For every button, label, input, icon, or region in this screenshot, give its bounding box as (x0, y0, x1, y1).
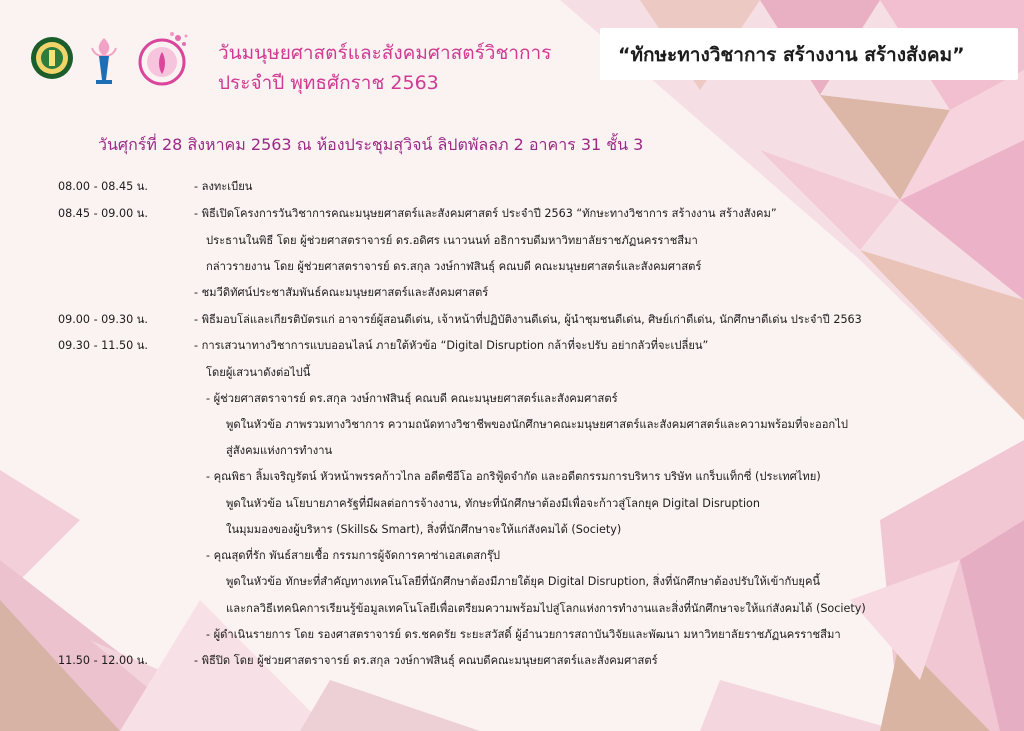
schedule-item: - การเสวนาทางวิชาการแบบออนไลน์ ภายใต้หัวข้อ “Digital Disruption กล้าที่จะปรับ อย่ากลัวที่จะเปลี่ยน” (194, 339, 709, 352)
panelist-detail: และกลวิธีเทคนิคการเรียนรู้ข้อมูลเทคโนโลยีเพื่อเตรียมความพร้อมไปสู่โลกแห่งการทำงานและสิ่งที่นักศึกษาจะให้แก่สังคมได้ (Society) (226, 602, 866, 615)
humanities-day-logo (132, 28, 192, 88)
schedule-detail: ประธานในพิธี โดย ผู้ช่วยศาสตราจารย์ ดร.อดิศร เนาวนนท์ อธิการบดีมหาวิทยาลัยราชภัฏนครราชสีมา (206, 234, 698, 247)
event-title-line2: ประจำปี พุทธศักราช 2563 (218, 72, 439, 94)
schedule-item: - ลงทะเบียน (194, 180, 253, 193)
event-title-line1: วันมนุษยศาสตร์และสังคมศาสตร์วิชาการ (218, 42, 552, 64)
schedule-item: - ชมวีดิทัศน์ประชาสัมพันธ์คณะมนุษยศาสตร์และสังคมศาสตร์ (194, 286, 489, 299)
panelist-detail: ในมุมมองของผู้บริหาร (Skills& Smart), สิ่งที่นักศึกษาจะให้แก่สังคมได้ (Society) (226, 523, 622, 536)
panelist-detail: สู่สังคมแห่งการทำงาน (226, 444, 333, 457)
schedule-item: - พิธีเปิดโครงการวันวิชาการคณะมนุษยศาสตร์และสังคมศาสตร์ ประจำปี 2563 “ทักษะทางวิชาการ สร้างงาน สร้างสังคม” (194, 207, 777, 220)
schedule-time: 08.00 - 08.45 น. (58, 180, 148, 193)
faculty-torch-logo (84, 34, 124, 86)
panelist-item: - ผู้ช่วยศาสตราจารย์ ดร.สกุล วงษ์กาฬสินธุ์ คณบดี คณะมนุษยศาสตร์และสังคมศาสตร์ (206, 392, 618, 405)
schedule-detail: โดยผู้เสวนาดังต่อไปนี้ (206, 366, 311, 379)
date-venue: วันศุกร์ที่ 28 สิงหาคม 2563 ณ ห้องประชุมสุวิจน์ ลิปตพัลลภ 2 อาคาร 31 ชั้น 3 (98, 135, 644, 154)
schedule-time: 09.30 - 11.50 น. (58, 339, 148, 352)
panelist-item: - คุณสุดที่รัก พันธ์สายเชื้อ กรรมการผู้จัดการคาซ่าเอสเตสกรุ๊ป (206, 549, 500, 562)
schedule-time: 09.00 - 09.30 น. (58, 313, 148, 326)
panelist-detail: พูดในหัวข้อ ภาพรวมทางวิชาการ ความถนัดทางวิชาชีพของนักศึกษาคณะมนุษยศาสตร์และสังคมศาสตร์และความพร้อมที่จะออกไป (226, 418, 848, 431)
schedule-detail: กล่าวรายงาน โดย ผู้ช่วยศาสตราจารย์ ดร.สกุล วงษ์กาฬสินธุ์ คณบดี คณะมนุษยศาสตร์และสังคมศาสตร์ (206, 260, 702, 273)
panelist-detail: พูดในหัวข้อ นโยบายภาครัฐที่มีผลต่อการจ้างงาน, ทักษะที่นักศึกษาต้องมีเพื่อจะก้าวสู่โลกยุค Digital Disruption (226, 497, 760, 510)
schedule-item: - พิธีปิด โดย ผู้ช่วยศาสตราจารย์ ดร.สกุล วงษ์กาฬสินธุ์ คณบดีคณะมนุษยศาสตร์และสังคมศาสตร์ (194, 654, 658, 667)
panelist-item: - คุณพิธา ลิ้มเจริญรัตน์ หัวหน้าพรรคก้าวไกล อดีตซีอีโอ อกริฟู้ดจำกัด และอดีตกรรมการบริหาร บริษัท แกร็บแท็กซี่ (ประเทศไทย) (206, 470, 821, 483)
panelist-detail: พูดในหัวข้อ ทักษะที่สำคัญทางเทคโนโลยีที่นักศึกษาต้องมีภายใต้ยุค Digital Disruption, สิ่งที่นักศึกษาต้องปรับให้เข้ากับยุคนี้ (226, 575, 821, 588)
slogan-box (600, 28, 1018, 80)
event-title (218, 38, 551, 98)
university-seal-logo (30, 36, 74, 80)
moderator-item: - ผู้ดำเนินรายการ โดย รองศาสตราจารย์ ดร.ชคดรัย ระยะสวัสดิ์ ผู้อำนวยการสถาบันวิจัยและพัฒนา มหาวิทยาลัยราชภัฏนครราชสีมา (206, 628, 841, 641)
slogan-text: “ทักษะทางวิชาการ สร้างงาน สร้างสังคม” (618, 44, 965, 66)
schedule-item: - พิธีมอบโล่และเกียรติบัตรแก่ อาจารย์ผู้สอนดีเด่น, เจ้าหน้าที่ปฏิบัติงานดีเด่น, ผู้นำชุมชนดีเด่น, ศิษย์เก่าดีเด่น, นักศึกษาดีเด่น ประจำปี 2563 (194, 313, 862, 326)
schedule-time: 08.45 - 09.00 น. (58, 207, 148, 220)
schedule-time: 11.50 - 12.00 น. (58, 654, 148, 667)
